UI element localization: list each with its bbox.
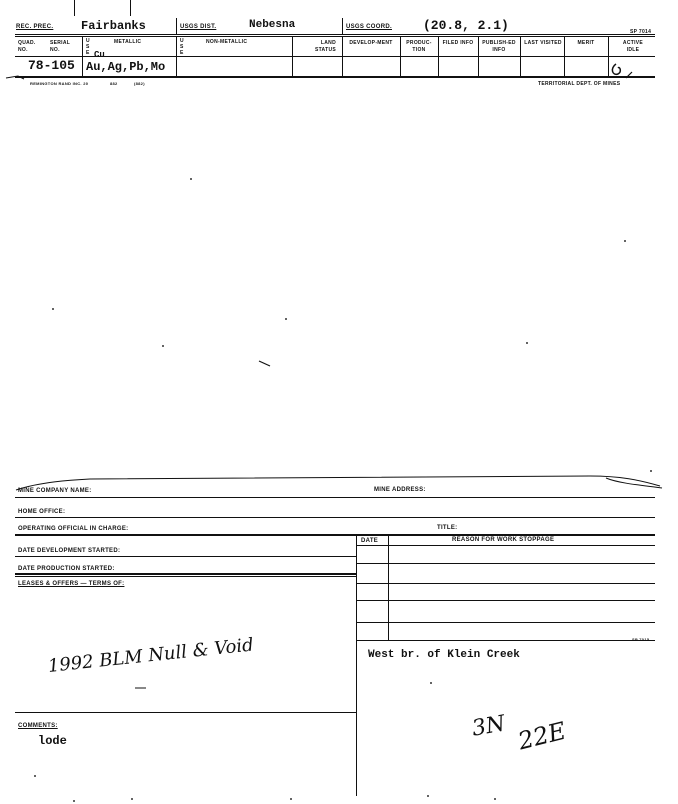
speck [650, 470, 652, 472]
speck [624, 240, 626, 242]
rule-date-header [356, 545, 655, 546]
col-published-info: PUBLISH-ED INFO [482, 40, 516, 53]
col-land-status: LAND STATUS [314, 40, 336, 53]
rule-right-4 [356, 622, 655, 623]
location-text: West br. of Klein Creek [368, 649, 520, 661]
use-mark-s2: S [180, 44, 184, 50]
speck [430, 682, 432, 684]
rule-right-3 [356, 600, 655, 601]
footer-dept: TERRITORIAL DEPT. OF MINES [538, 81, 621, 87]
col-serial-no: SERIAL NO. [50, 40, 71, 53]
quad-serial-value: 78-105 [28, 58, 75, 73]
footer-code2: (882) [134, 81, 145, 86]
col-div-9 [564, 36, 565, 76]
operating-official-label: OPERATING OFFICIAL IN CHARGE: [18, 526, 129, 532]
col-metallic: METALLIC [114, 39, 142, 45]
top-form-number: SP 7014 [630, 29, 652, 35]
punch-mark-right [130, 0, 131, 16]
date-col-label: DATE [361, 538, 379, 544]
use-mark-e2: E [180, 50, 184, 56]
col-merit: MERIT [577, 40, 595, 46]
use-mark-u2: U [180, 38, 184, 44]
rule-home [15, 517, 655, 518]
rule-official [15, 534, 655, 536]
speck [131, 798, 133, 800]
mine-address-label: MINE ADDRESS: [374, 487, 426, 493]
col-development: DEVELOP-MENT [349, 40, 393, 46]
col-div-2 [176, 36, 177, 76]
col-div-1 [82, 36, 83, 76]
bottom-form-number: SP 7015 [632, 637, 650, 642]
usgs-coord-label: USGS COORD. [346, 24, 392, 30]
usgs-coord-value: (20.8, 2.1) [423, 18, 509, 33]
speck [162, 345, 164, 347]
metallic-primary: Cu [94, 50, 105, 60]
title-label: TITLE: [437, 525, 458, 531]
comments-value: lode [38, 734, 67, 748]
rule-prod-b [15, 576, 356, 577]
divider-main [356, 534, 357, 796]
home-office-label: HOME OFFICE: [18, 509, 66, 515]
rule-company [15, 497, 655, 498]
top-divider-row1-a [176, 18, 177, 34]
usgs-dist-label: USGS DIST. [180, 24, 217, 30]
card-top-edge [10, 474, 670, 494]
speck [285, 318, 287, 320]
col-production: PRODUC-TION [406, 40, 432, 53]
top-rule-1b [15, 36, 655, 37]
top-rule-1 [15, 34, 655, 35]
handwritten-township: 3N [470, 711, 508, 742]
col-div-5 [400, 36, 401, 76]
speck [494, 798, 496, 800]
col-quad-no: QUAD. NO. [18, 40, 36, 53]
reason-label: REASON FOR WORK STOPPAGE [452, 537, 555, 543]
use-mark-u: U [86, 38, 90, 44]
leases-label: LEASES & OFFERS — TERMS OF: [18, 581, 125, 587]
speck [526, 342, 528, 344]
note-underline [134, 686, 150, 690]
rule-right-5 [356, 640, 655, 641]
top-rule-2 [15, 56, 655, 57]
comments-label: COMMENTS: [18, 723, 58, 729]
speck [290, 798, 292, 800]
usgs-dist-value: Nebesna [249, 19, 296, 31]
col-div-6 [438, 36, 439, 76]
speck [73, 800, 75, 802]
rule-comments [15, 712, 356, 713]
speck [427, 795, 429, 797]
col-filed-info: FILED INFO [442, 40, 474, 46]
handwritten-note: 1992 BLM Null & Void [46, 634, 255, 677]
col-div-7 [478, 36, 479, 76]
corner-scribble [4, 74, 26, 82]
speck [52, 308, 54, 310]
col-div-3 [292, 36, 293, 76]
handwritten-range: 22E [515, 716, 569, 756]
rule-dev [15, 556, 356, 557]
col-div-8 [520, 36, 521, 76]
metallic-value: Au,Ag,Pb,Mo [86, 60, 166, 74]
footer-code: 882 [110, 81, 118, 86]
top-rule-3 [15, 76, 655, 78]
col-non-metallic: NON-METALLIC [206, 39, 248, 45]
rec-prec-value: Fairbanks [81, 19, 146, 33]
col-div-4 [342, 36, 343, 76]
speck [190, 178, 192, 180]
col-active-idle: ACTIVE IDLE [622, 40, 644, 53]
pen-stroke [258, 360, 278, 370]
rule-right-1 [356, 563, 655, 564]
col-last-visited: LAST VISITED [524, 40, 562, 46]
speck [34, 775, 36, 777]
date-prod-label: DATE PRODUCTION STARTED: [18, 566, 115, 572]
use-mark-e: E [86, 50, 90, 56]
rule-right-2 [356, 583, 655, 584]
top-divider-row1-b [342, 18, 343, 34]
rule-prod [15, 573, 356, 575]
divider-date-col [388, 534, 389, 640]
mine-company-label: MINE COMPANY NAME: [18, 488, 92, 494]
use-mark-s: S [86, 44, 90, 50]
punch-mark-left [74, 0, 75, 16]
footer-printer: REMINGTON RAND INC. 20 [30, 81, 89, 86]
date-dev-label: DATE DEVELOPMENT STARTED: [18, 548, 121, 554]
rec-prec-label: REC. PREC. [16, 24, 54, 30]
